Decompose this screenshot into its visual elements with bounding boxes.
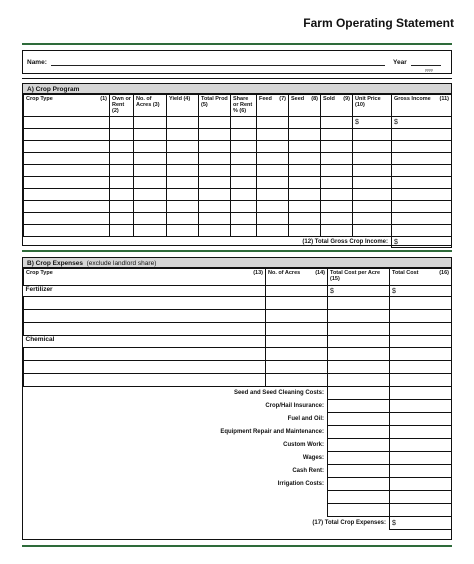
year-field[interactable]	[411, 65, 441, 66]
input-cell[interactable]	[167, 129, 199, 141]
input-cell[interactable]	[289, 117, 321, 129]
input-cell[interactable]	[353, 129, 392, 141]
input-cell[interactable]	[110, 165, 134, 177]
input-cell[interactable]	[134, 117, 167, 129]
input-cell[interactable]	[199, 153, 231, 165]
crop-program-col-header	[289, 95, 321, 117]
total-gross-value[interactable]: $	[392, 237, 452, 248]
input-cell[interactable]	[266, 323, 328, 336]
col-header-number: (14)	[315, 270, 325, 276]
table-row	[24, 297, 452, 310]
table-row	[24, 177, 452, 189]
currency-cell[interactable]: $	[390, 286, 452, 297]
total-gross-label: (12) Total Gross Crop Income:	[302, 239, 388, 246]
input-cell[interactable]	[134, 129, 167, 141]
col-header-label: Crop Type	[26, 96, 53, 102]
input-cell[interactable]	[134, 201, 167, 213]
total-expenses-value[interactable]: $	[390, 517, 452, 530]
col-header-number: (11)	[439, 96, 449, 102]
input-cell[interactable]	[390, 336, 452, 348]
input-cell[interactable]	[321, 165, 353, 177]
table-row	[24, 323, 452, 336]
input-cell[interactable]	[24, 297, 266, 310]
table-row	[24, 336, 452, 348]
input-cell[interactable]	[392, 129, 452, 141]
input-cell[interactable]	[392, 201, 452, 213]
input-cell[interactable]	[167, 177, 199, 189]
cost-row	[24, 387, 452, 400]
input-cell[interactable]	[266, 361, 328, 374]
cost-per-acre-cell[interactable]	[328, 439, 390, 452]
input-cell[interactable]	[24, 129, 110, 141]
input-cell[interactable]	[134, 189, 167, 201]
input-cell[interactable]	[321, 201, 353, 213]
col-header-label: Total Cost per Acre (15)	[330, 270, 381, 282]
input-cell[interactable]	[167, 189, 199, 201]
table-row	[24, 165, 452, 177]
col-header-label: Unit Price (10)	[355, 96, 381, 108]
name-field[interactable]	[51, 65, 385, 66]
crop-expenses-col-header	[24, 269, 266, 286]
crop-expenses-heading: B) Crop Expenses (exclude landlord share)	[23, 258, 451, 268]
input-cell[interactable]	[231, 153, 257, 165]
input-cell[interactable]	[24, 141, 110, 153]
input-cell[interactable]	[392, 141, 452, 153]
input-cell[interactable]	[353, 153, 392, 165]
input-cell[interactable]	[321, 141, 353, 153]
cost-row-label: Wages:	[302, 455, 324, 461]
input-cell[interactable]	[199, 141, 231, 153]
cost-row	[24, 491, 452, 504]
total-expenses-row	[24, 517, 452, 530]
crop-program-col-header	[134, 95, 167, 117]
crop-program-heading: A) Crop Program	[23, 84, 451, 94]
input-cell[interactable]	[392, 213, 452, 225]
input-cell[interactable]	[24, 348, 266, 361]
cost-per-acre-cell[interactable]	[328, 387, 390, 400]
input-cell[interactable]	[110, 129, 134, 141]
input-cell[interactable]	[24, 201, 110, 213]
input-cell[interactable]	[257, 141, 289, 153]
col-header-number: (1)	[100, 96, 107, 102]
input-cell[interactable]	[266, 336, 328, 348]
table-row	[24, 348, 452, 361]
year-hint: yyyy	[425, 67, 433, 72]
input-cell[interactable]	[134, 153, 167, 165]
cost-row-label: Irrigation Costs:	[277, 481, 324, 487]
total-cost-cell[interactable]	[390, 387, 452, 400]
crop-program-col-header	[199, 95, 231, 117]
crop-expenses-section	[22, 257, 452, 540]
input-cell[interactable]	[353, 165, 392, 177]
col-header-number: (8)	[311, 96, 318, 102]
input-cell[interactable]	[134, 141, 167, 153]
cost-row	[24, 504, 452, 517]
input-cell[interactable]	[257, 129, 289, 141]
input-cell[interactable]	[231, 165, 257, 177]
input-cell[interactable]	[199, 129, 231, 141]
cost-row	[24, 439, 452, 452]
cost-row-label: Seed and Seed Cleaning Costs:	[233, 390, 324, 397]
input-cell[interactable]	[266, 310, 328, 323]
input-cell[interactable]	[257, 225, 289, 237]
input-cell[interactable]	[328, 323, 390, 336]
input-cell[interactable]	[289, 177, 321, 189]
cost-per-acre-cell[interactable]	[328, 400, 390, 413]
input-cell[interactable]	[266, 374, 328, 387]
middle-green-rule	[22, 250, 452, 252]
input-cell[interactable]	[257, 177, 289, 189]
col-header-number: (13)	[253, 270, 263, 276]
total-cost-cell[interactable]	[390, 426, 452, 439]
input-cell[interactable]	[199, 177, 231, 189]
name-label: Name:	[27, 59, 47, 66]
input-cell[interactable]	[231, 189, 257, 201]
col-header-label: No. of Acres	[268, 270, 301, 276]
input-cell[interactable]	[289, 213, 321, 225]
input-cell[interactable]	[199, 225, 231, 237]
total-cost-cell[interactable]	[390, 465, 452, 478]
crop-program-col-header	[392, 95, 452, 117]
input-cell[interactable]	[167, 117, 199, 129]
crop-program-col-header	[257, 95, 289, 117]
input-cell[interactable]	[167, 201, 199, 213]
input-cell[interactable]	[266, 297, 328, 310]
input-cell[interactable]	[231, 129, 257, 141]
total-cost-cell[interactable]	[390, 478, 452, 491]
crop-expenses-col-header	[390, 269, 452, 286]
input-cell[interactable]	[24, 189, 110, 201]
crop-program-col-header	[321, 95, 353, 117]
input-cell[interactable]	[110, 153, 134, 165]
cost-row-label: Equipment Repair and Maintenance:	[220, 429, 324, 435]
cost-row	[24, 400, 452, 413]
col-header-label: Crop Type	[26, 270, 53, 276]
cost-per-acre-cell[interactable]	[328, 413, 390, 426]
input-cell[interactable]	[24, 117, 110, 129]
crop-program-col-header	[231, 95, 257, 117]
input-cell[interactable]	[24, 153, 110, 165]
input-cell[interactable]	[231, 225, 257, 237]
input-cell[interactable]	[199, 165, 231, 177]
input-cell[interactable]	[24, 323, 266, 336]
input-cell[interactable]	[231, 117, 257, 129]
input-cell[interactable]	[231, 141, 257, 153]
crop-expenses-col-header	[266, 269, 328, 286]
col-header-label: Yield (4)	[169, 96, 191, 102]
col-header-label: Seed	[291, 96, 305, 102]
input-cell[interactable]	[110, 201, 134, 213]
input-cell[interactable]	[353, 189, 392, 201]
input-cell[interactable]	[231, 213, 257, 225]
input-cell[interactable]	[110, 213, 134, 225]
input-cell[interactable]	[321, 129, 353, 141]
input-cell[interactable]	[231, 177, 257, 189]
col-header-label: Share or Rent % (6)	[233, 96, 253, 114]
input-cell[interactable]	[167, 165, 199, 177]
crop-program-col-header	[167, 95, 199, 117]
input-cell[interactable]	[353, 201, 392, 213]
input-cell[interactable]	[289, 189, 321, 201]
cost-per-acre-cell[interactable]	[328, 426, 390, 439]
input-cell[interactable]	[392, 165, 452, 177]
input-cell[interactable]	[257, 201, 289, 213]
input-cell[interactable]	[321, 189, 353, 201]
input-cell[interactable]	[289, 225, 321, 237]
input-cell[interactable]	[110, 141, 134, 153]
input-cell[interactable]	[321, 177, 353, 189]
input-cell[interactable]	[257, 213, 289, 225]
total-cost-cell[interactable]	[390, 491, 452, 504]
total-cost-cell[interactable]	[390, 504, 452, 517]
input-cell[interactable]	[289, 153, 321, 165]
input-cell[interactable]	[24, 225, 110, 237]
blank-label	[24, 491, 328, 504]
input-cell[interactable]	[353, 177, 392, 189]
table-row	[24, 153, 452, 165]
name-year-box	[22, 50, 452, 74]
input-cell[interactable]	[257, 189, 289, 201]
input-cell[interactable]	[321, 153, 353, 165]
cost-row	[24, 413, 452, 426]
page-title: Farm Operating Statement	[303, 16, 454, 30]
input-cell[interactable]	[328, 336, 390, 348]
input-cell[interactable]	[390, 348, 452, 361]
input-cell[interactable]	[167, 153, 199, 165]
input-cell[interactable]	[390, 323, 452, 336]
col-header-label: Feed	[259, 96, 272, 102]
input-cell[interactable]	[110, 189, 134, 201]
input-cell[interactable]	[110, 177, 134, 189]
crop-expenses-header-row	[24, 269, 452, 286]
input-cell[interactable]	[24, 177, 110, 189]
col-header-label: Total Prod (5)	[201, 96, 228, 108]
total-expenses-label: (17) Total Crop Expenses:	[312, 520, 386, 527]
col-header-label: Gross Income	[394, 96, 431, 102]
year-label: Year	[393, 59, 407, 66]
crop-expenses-col-header	[328, 269, 390, 286]
cost-row	[24, 452, 452, 465]
table-row	[24, 129, 452, 141]
input-cell[interactable]	[392, 177, 452, 189]
crop-program-col-header	[353, 95, 392, 117]
input-cell[interactable]	[134, 213, 167, 225]
total-cost-cell[interactable]	[390, 400, 452, 413]
input-cell[interactable]	[328, 297, 390, 310]
table-row	[24, 361, 452, 374]
top-green-rule	[22, 43, 452, 45]
col-header-label: Own or Rent (2)	[112, 96, 131, 114]
input-cell[interactable]	[199, 201, 231, 213]
cost-per-acre-cell[interactable]	[328, 452, 390, 465]
col-header-label: Sold	[323, 96, 335, 102]
total-cost-cell[interactable]	[390, 413, 452, 426]
input-cell[interactable]	[257, 165, 289, 177]
category-label: Chemical	[24, 336, 266, 348]
cost-row-label: Custom Work:	[283, 442, 324, 448]
total-gross-row	[24, 237, 452, 248]
input-cell[interactable]	[266, 286, 328, 297]
input-cell[interactable]	[266, 348, 328, 361]
crop-program-section	[22, 83, 452, 246]
input-cell[interactable]	[167, 141, 199, 153]
table-row	[24, 310, 452, 323]
table-row	[24, 201, 452, 213]
col-header-number: (16)	[439, 270, 449, 276]
input-cell[interactable]	[167, 213, 199, 225]
input-cell[interactable]	[353, 141, 392, 153]
divider-rule	[22, 78, 452, 79]
input-cell[interactable]	[321, 213, 353, 225]
crop-expenses-table	[23, 268, 452, 530]
cost-row	[24, 426, 452, 439]
input-cell[interactable]	[134, 165, 167, 177]
currency-cell[interactable]: $	[392, 117, 452, 129]
currency-cell[interactable]: $	[353, 117, 392, 129]
input-cell[interactable]	[321, 225, 353, 237]
input-cell[interactable]	[24, 310, 266, 323]
table-row	[24, 225, 452, 237]
col-header-number: (7)	[279, 96, 286, 102]
input-cell[interactable]	[289, 201, 321, 213]
input-cell[interactable]	[167, 225, 199, 237]
table-row	[24, 141, 452, 153]
col-header-number: (9)	[343, 96, 350, 102]
input-cell[interactable]	[328, 348, 390, 361]
cost-row	[24, 465, 452, 478]
input-cell[interactable]	[328, 310, 390, 323]
cost-row-label: Cash Rent:	[292, 468, 324, 474]
table-row	[24, 286, 452, 297]
cost-per-acre-cell[interactable]	[328, 504, 390, 517]
input-cell[interactable]	[289, 129, 321, 141]
input-cell[interactable]	[231, 201, 257, 213]
input-cell[interactable]	[199, 117, 231, 129]
input-cell[interactable]	[390, 310, 452, 323]
col-header-label: No. of Acres (3)	[136, 96, 160, 108]
table-row	[24, 189, 452, 201]
input-cell[interactable]	[134, 177, 167, 189]
input-cell[interactable]	[392, 189, 452, 201]
input-cell[interactable]	[392, 153, 452, 165]
bottom-green-rule	[22, 545, 452, 547]
currency-cell[interactable]: $	[328, 286, 390, 297]
crop-program-col-header	[110, 95, 134, 117]
input-cell[interactable]	[24, 374, 266, 387]
crop-program-header-row	[24, 95, 452, 117]
input-cell[interactable]	[392, 225, 452, 237]
input-cell[interactable]	[289, 165, 321, 177]
total-cost-cell[interactable]	[390, 452, 452, 465]
cost-row	[24, 478, 452, 491]
crop-program-col-header	[24, 95, 110, 117]
input-cell[interactable]	[353, 213, 392, 225]
blank-label	[24, 504, 328, 517]
input-cell[interactable]	[24, 213, 110, 225]
input-cell[interactable]	[24, 165, 110, 177]
table-row	[24, 374, 452, 387]
total-cost-cell[interactable]	[390, 439, 452, 452]
input-cell[interactable]	[199, 213, 231, 225]
input-cell[interactable]	[390, 374, 452, 387]
input-cell[interactable]	[110, 225, 134, 237]
cost-per-acre-cell[interactable]	[328, 491, 390, 504]
input-cell[interactable]	[199, 189, 231, 201]
cost-row-label: Fuel and Oil:	[287, 416, 324, 422]
input-cell[interactable]	[257, 153, 289, 165]
table-row	[24, 117, 452, 129]
input-cell[interactable]	[328, 361, 390, 374]
input-cell[interactable]	[110, 117, 134, 129]
cost-row-label: Crop/Hail Insurance:	[265, 403, 324, 409]
input-cell[interactable]	[390, 297, 452, 310]
cost-per-acre-cell[interactable]	[328, 465, 390, 478]
cost-per-acre-cell[interactable]	[328, 478, 390, 491]
input-cell[interactable]	[257, 117, 289, 129]
input-cell[interactable]	[390, 361, 452, 374]
input-cell[interactable]	[353, 225, 392, 237]
category-label: Fertilizer	[24, 286, 266, 297]
input-cell[interactable]	[134, 225, 167, 237]
table-row	[24, 213, 452, 225]
col-header-label: Total Cost	[392, 270, 419, 276]
input-cell[interactable]	[321, 117, 353, 129]
input-cell[interactable]	[24, 361, 266, 374]
crop-program-table	[23, 94, 452, 248]
input-cell[interactable]	[289, 141, 321, 153]
input-cell[interactable]	[328, 374, 390, 387]
